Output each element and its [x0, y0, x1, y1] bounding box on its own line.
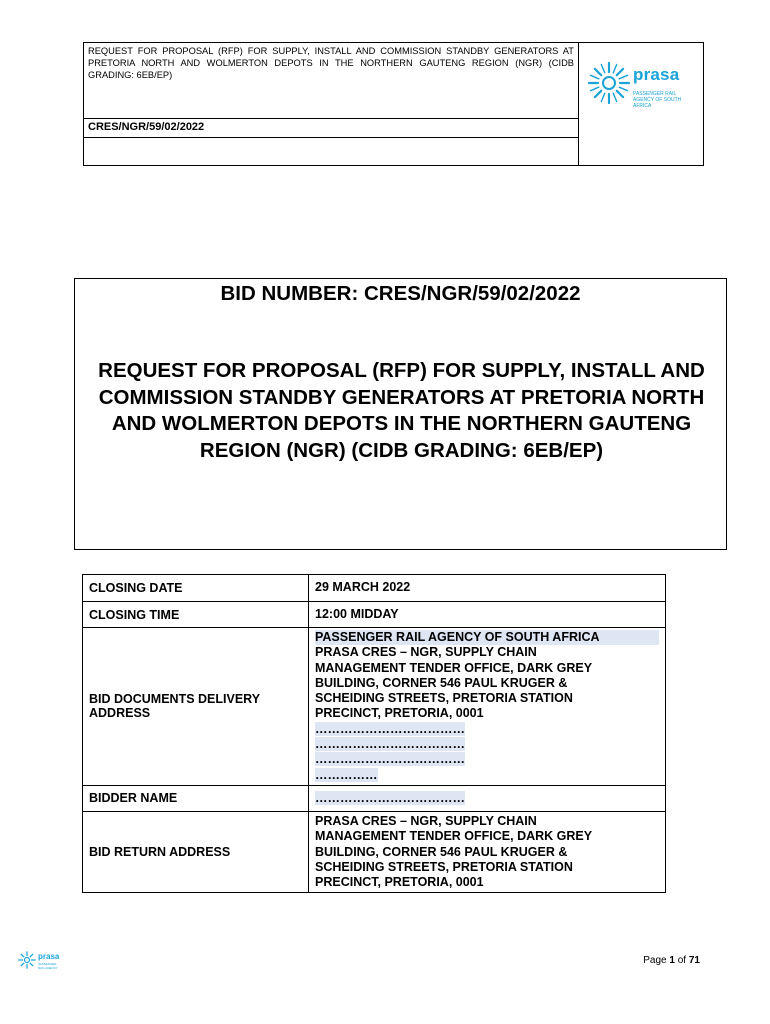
footer-logo-icon: [18, 951, 36, 969]
closing-date-value: 29 MARCH 2022: [309, 575, 666, 602]
return-line: PRECINCT, PRETORIA, 0001: [315, 875, 484, 890]
closing-date-label: CLOSING DATE: [83, 575, 309, 602]
table-row: [83, 602, 666, 628]
closing-time-value: 12:00 MIDDAY: [309, 602, 666, 628]
header-reference: CRES/NGR/59/02/2022: [84, 119, 579, 138]
table-row: [83, 628, 666, 786]
delivery-line: PRECINCT, PRETORIA, 0001: [315, 706, 484, 721]
table-row: [83, 811, 666, 892]
bid-box: [74, 278, 727, 550]
delivery-fill-line[interactable]: ………………………………: [315, 737, 465, 752]
delivery-fill-line[interactable]: ………………………………: [315, 721, 465, 736]
bidder-name-label: BIDDER NAME: [83, 785, 309, 811]
return-line: BUILDING, CORNER 546 PAUL KRUGER &: [315, 844, 568, 859]
header-spacer: [84, 138, 579, 165]
logo-brand: prasa: [633, 65, 680, 84]
page-current: 1: [669, 955, 675, 966]
header-title: REQUEST FOR PROPOSAL (RFP) FOR SUPPLY, INSTALL AND COMMISSION STANDBY GENERATORS AT PRETORIA NORTH AND WOLMERTON DEPOTS IN THE NORTHERN GAUTENG REGION (NGR) (CIDB GRADING: 6EB/EP): [84, 43, 579, 119]
page-number: [590, 955, 700, 966]
bid-number: BID NUMBER: CRES/NGR/59/02/2022: [220, 282, 581, 305]
footer-logo: [18, 951, 62, 971]
header-logo-cell: [579, 43, 703, 119]
closing-time-label: CLOSING TIME: [83, 602, 309, 628]
return-line: SCHEIDING STREETS, PRETORIA STATION: [315, 859, 573, 874]
delivery-fill-line[interactable]: ……………: [315, 767, 378, 782]
document-header: [83, 42, 704, 166]
table-row: [83, 785, 666, 811]
delivery-line: MANAGEMENT TENDER OFFICE, DARK GREY: [315, 660, 593, 675]
table-row: [83, 575, 666, 602]
delivery-line: PASSENGER RAIL AGENCY OF SOUTH AFRICA: [315, 630, 659, 645]
delivery-address-label: BID DOCUMENTS DELIVERY ADDRESS: [83, 628, 309, 786]
delivery-line: SCHEIDING STREETS, PRETORIA STATION: [315, 691, 573, 706]
prasa-logo: [587, 57, 699, 113]
return-line: PRASA CRES – NGR, SUPPLY CHAIN: [315, 813, 537, 828]
page-prefix: Page: [643, 955, 667, 966]
return-address-label: BID RETURN ADDRESS: [83, 811, 309, 892]
bid-details-table: [82, 574, 666, 893]
footer-logo-sub: PASSENGER RAIL AGENCY: [38, 962, 58, 970]
delivery-line: PRASA CRES – NGR, SUPPLY CHAIN: [315, 645, 537, 660]
delivery-line: BUILDING, CORNER 546 PAUL KRUGER &: [315, 675, 568, 690]
delivery-fill-line[interactable]: ………………………………: [315, 752, 465, 767]
page-of: of: [677, 955, 687, 966]
page-total: 71: [688, 955, 700, 966]
footer-logo-brand: prasa: [38, 952, 60, 961]
logo-subtitle: PASSENGER RAIL AGENCY OF SOUTH AFRICA: [633, 91, 682, 109]
bidder-name-field[interactable]: ………………………………: [309, 785, 666, 811]
delivery-address-value: [309, 628, 666, 786]
prasa-logo-icon: [587, 61, 631, 105]
bid-title: REQUEST FOR PROPOSAL (RFP) FOR SUPPLY, INSTALL AND COMMISSION STANDBY GENERATORS AT PRETORIA NORTH AND WOLMERTON DEPOTS IN THE NORTHERN GAUTENG REGION (NGR) (CIDB GRADING: 6EB/EP): [98, 359, 705, 462]
return-address-value: [309, 811, 666, 892]
return-line: MANAGEMENT TENDER OFFICE, DARK GREY: [315, 829, 593, 844]
